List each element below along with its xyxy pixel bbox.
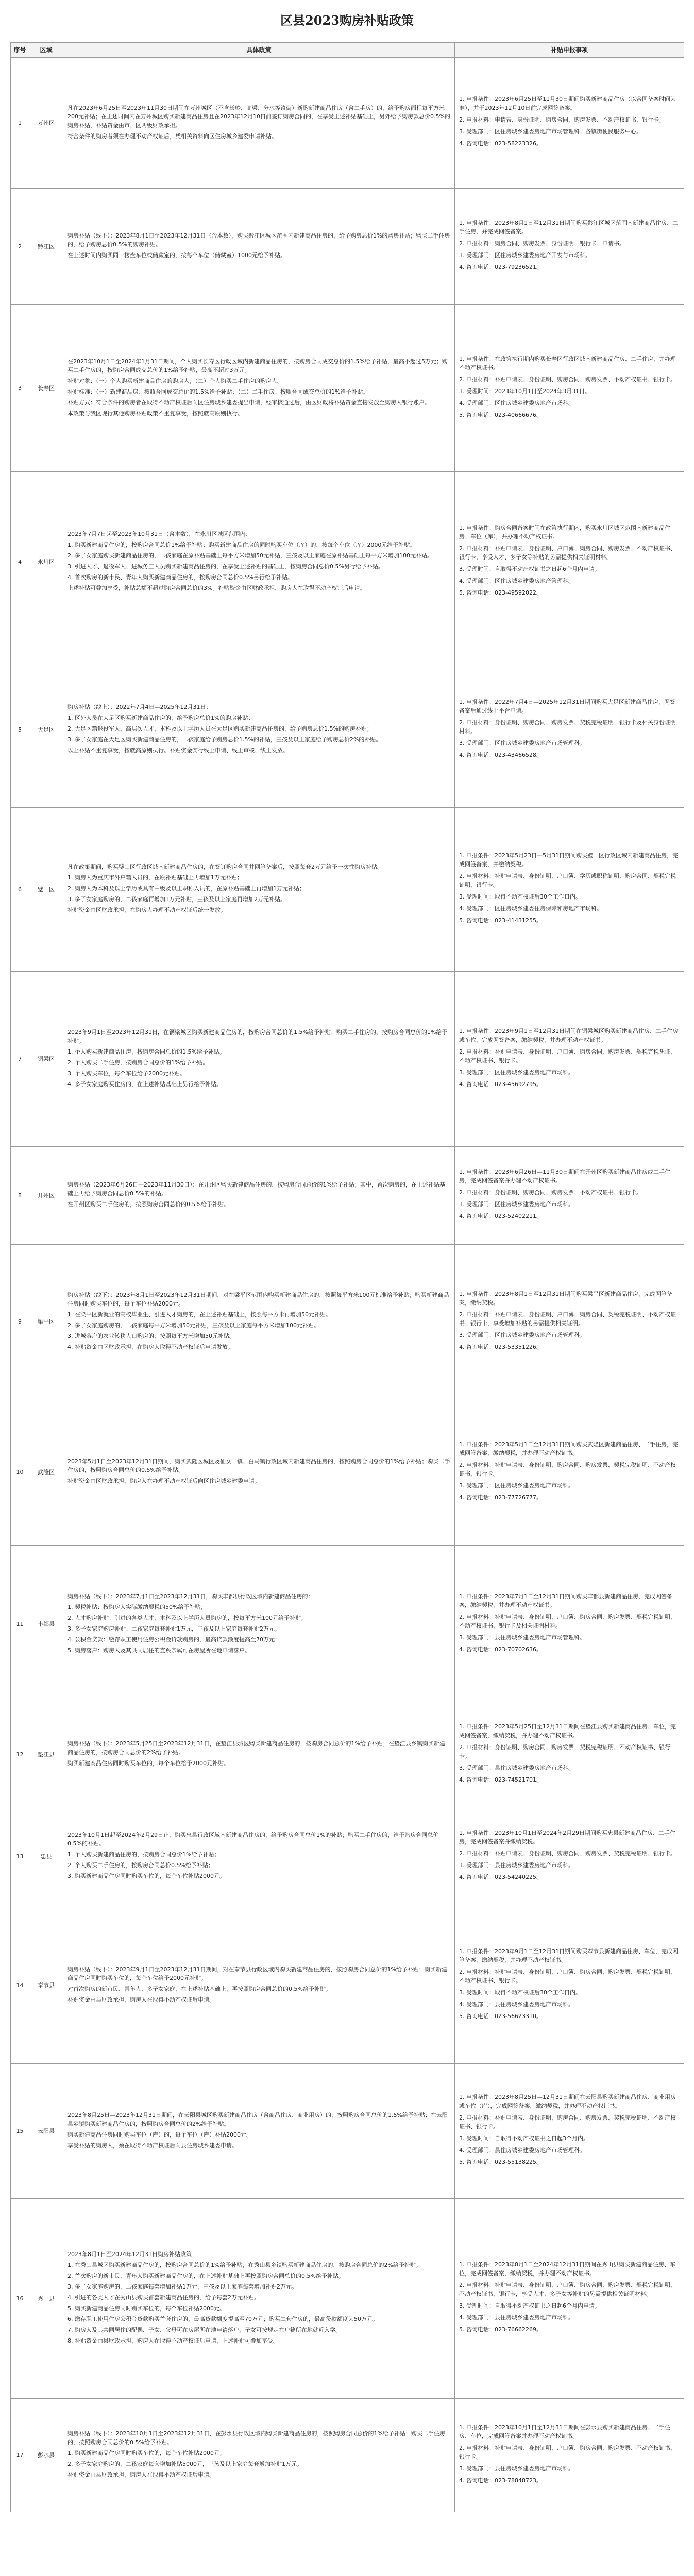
policy-paragraph: 3. 多子女家庭购房补贴：二孩家庭每套补贴1万元，三孩及以上家庭每套补贴2万元； bbox=[67, 1625, 280, 1632]
table-row bbox=[11, 1399, 684, 1546]
application-item: 4. 咨询电话：023-74521701。 bbox=[459, 1776, 542, 1783]
row-area: 丰都县 bbox=[29, 1546, 63, 1703]
policy-detail bbox=[63, 972, 455, 1147]
application-item: 2. 申报材料：补贴申请表、身份证明、购房合同、购房发票、契税完税证明、不动产权证书、银行卡。 bbox=[459, 2114, 676, 2130]
application-item: 4. 咨询电话：023-45692795。 bbox=[459, 1080, 542, 1088]
policy-paragraph: 2023年8月25日—2023年12月31日期间，在云阳县城区购买新建商品住房（含商品住房、商业用房）的，按照购房合同总价的1.5%给予补贴；在云阳县乡镇购买新建商品住房的，按照购房合同总价的2%给予补贴。 bbox=[67, 2111, 448, 2127]
application-item: 4. 受理部门：区住房城乡建委房地产市场科。 bbox=[459, 399, 574, 406]
table-row bbox=[11, 2199, 684, 2399]
application-item: 1. 申报条件：2023年6月26日—11月30日期间在开州区购买新建商品住房或二手住房，完成网签备案并办理不动产权证书。 bbox=[459, 1168, 670, 1184]
row-area: 秀山县 bbox=[29, 2199, 63, 2399]
table-row bbox=[11, 1245, 684, 1399]
policy-detail bbox=[63, 1703, 455, 1806]
row-area: 奉节县 bbox=[29, 1907, 63, 2064]
row-number: 7 bbox=[11, 972, 29, 1147]
policy-detail bbox=[63, 2399, 455, 2512]
policy-paragraph: 1. 在秀山县城区购买新建商品住房的，按购房合同总价的1%给予补贴；在秀山县乡镇购买新建商品住房的，按购房合同总价的2%给予补贴。 bbox=[67, 2262, 421, 2268]
application-item: 1. 申报条件：2022年7月4日—2025年12月31日期间购买大足区新建商品住房，网签备案后通过线上平台申请。 bbox=[459, 698, 675, 714]
policy-paragraph: 2023年10月1日起至2024年2月29日止，购买忠县行政区域内新建商品住房的，给予购房合同总价1%的补贴；购买二手住房的，给予购房合同总价0.5%的补贴。 bbox=[67, 1832, 439, 1847]
policy-paragraph: 3. 个人购买车位，每个车位给予2000元补贴。 bbox=[67, 1070, 185, 1077]
row-area: 黔江区 bbox=[29, 189, 63, 305]
policy-paragraph: 4. 引进的各类人才在秀山县购买首套新建商品住房的，给予每套2万元补贴。 bbox=[67, 2294, 260, 2301]
application-items bbox=[455, 2199, 684, 2399]
policy-paragraph: 在2023年10月1日至2024年1月31日期间，个人购买长寿区行政区域内新建商品住房的，按购房合同成交总价的1.5%给予补贴，最高不超过5万元；购买二手住房的，按购房合同成交总价的1%给予补贴，最高不超过3万元。 bbox=[67, 358, 448, 374]
application-items bbox=[455, 1907, 684, 2064]
policy-paragraph: 对首次购房的新市民、青年人、多子女家庭，在上述补贴基础上，再按照购房合同总价的0.5%给予补贴。 bbox=[67, 1985, 331, 1992]
policy-paragraph: 7. 购房人及其共同居住的配偶、子女、父母可在房屋所在地申请落户，子女可按规定在户籍所在地就近入学。 bbox=[67, 2327, 341, 2333]
policy-detail bbox=[63, 2199, 455, 2399]
application-item: 4. 咨询电话：023-78848723。 bbox=[459, 2477, 542, 2484]
application-item: 3. 受理时间：自取得不动产权证书之日起3个月内。 bbox=[459, 2135, 589, 2142]
policy-paragraph: 2023年5月1日至2023年12月31日期间，购买武隆区城区及仙女山镇、白马镇行政区域内新建商品住房的，按照购房合同总价的1%给予补贴；购买二手住房的，按照购房合同总价的0.5%给予补贴。 bbox=[67, 1458, 450, 1473]
row-area: 彭水县 bbox=[29, 2399, 63, 2512]
policy-paragraph: 购买新建商品住房同时购买车位（库）的，每个车位（库）补贴2000元。 bbox=[67, 2131, 252, 2138]
application-items bbox=[455, 808, 684, 972]
row-number: 11 bbox=[11, 1546, 29, 1703]
table-row bbox=[11, 1907, 684, 2064]
policy-detail bbox=[63, 1907, 455, 2064]
application-item: 3. 受理时间：自取得不动产权证书之日起6个月内申请。 bbox=[459, 566, 600, 572]
application-item: 1. 申报条件：2023年5月25日至12月31日期间在垫江县购买新建商品住房、车位，完成网签备案，缴纳契税，并办理不动产权证书。 bbox=[459, 1723, 676, 1739]
policy-paragraph: 在上述时间内购买同一楼盘车位或储藏室的，按每个车位（储藏室）1000元给予补贴。 bbox=[67, 252, 286, 259]
policy-paragraph: 2. 人才购房补贴：引进的各类人才、本科及以上学历人员购房的，按每平方米100元给予补贴； bbox=[67, 1614, 307, 1621]
application-item: 2. 申报材料：身份证明、购房合同、购房发票、契税完税证明、不动产权证书、银行卡。 bbox=[459, 1743, 670, 1759]
table-row bbox=[11, 1147, 684, 1245]
application-item: 4. 咨询电话：023-52402211。 bbox=[459, 1213, 542, 1219]
row-number: 8 bbox=[11, 1147, 29, 1245]
application-item: 3. 受理部门：县住房城乡建委房地产市场管理科。 bbox=[459, 1634, 585, 1641]
application-item: 4. 受理部门：县住房城乡建委房地产市场科。 bbox=[459, 2001, 574, 2008]
policy-paragraph: 3. 进城落户的农业转移人口购房的，按照每平方米增加50元补贴。 bbox=[67, 1332, 235, 1340]
policy-paragraph: 3. 引进人才、退役军人、进城务工人员购买新建商品住房的，在享受上述补贴的基础上，按购房合同总价0.5%另行给予补贴。 bbox=[67, 563, 384, 570]
policy-detail bbox=[63, 58, 455, 189]
policy-paragraph: 2. 首次购房的新市民、青年人购买新建商品住房的，在上述补贴基础上再按照购房合同总价的0.5%给予补贴。 bbox=[67, 2273, 344, 2279]
application-item: 2. 申报材料：购房合同、购房发票、身份证明、银行卡、申请书。 bbox=[459, 240, 625, 247]
row-number: 6 bbox=[11, 808, 29, 972]
policy-paragraph: 购房补贴（线下）：2023年8月1日至2023年12月31日期间，对在梁平区范围内购买新建商品住房的，按照每平方米100元标准给予补贴；购买新建商品住房同时购买车位的，每个车位补贴2000元。 bbox=[67, 1291, 449, 1307]
application-item: 5. 咨询电话：023-76662269。 bbox=[459, 2326, 542, 2333]
row-number: 17 bbox=[11, 2399, 29, 2512]
policy-paragraph: 4. 补贴资金由区财政承担，在购房人取得不动产权证后申请发放。 bbox=[67, 1343, 233, 1350]
policy-paragraph: 2023年9月1日至2023年12月31日，在铜梁城区购买新建商品住房的，按购房合同总价的1.5%给予补贴；购买二手住房的，按购房合同总价的1%给予补贴。 bbox=[67, 1028, 448, 1044]
application-item: 2. 申报材料：补贴申请表、身份证明、户口簿、购房合同、购房发票、契税完税证明、不动产权证书、银行卡及相关证明材料。 bbox=[459, 1613, 676, 1629]
application-items bbox=[455, 1703, 684, 1806]
policy-paragraph: 2. 个人购买二手住房，按购房合同总价的1%给予补贴。 bbox=[67, 1059, 209, 1066]
policy-detail bbox=[63, 652, 455, 808]
policy-paragraph: 1. 购买新建商品住房同时购买车位的，每个车位补贴2000元； bbox=[67, 2450, 225, 2456]
application-items bbox=[455, 189, 684, 305]
application-item: 3. 受理部门：县住房城乡建委房地产市场科。 bbox=[459, 1862, 574, 1869]
policy-paragraph: 购房补贴（2023年6月26日—2023年11月30日）：在开州区购买新建商品住房的，按购房合同总价的1%给予补贴；其中，首次购房的，在上述补贴基础上再给予购房合同总价0.5%的补贴。 bbox=[67, 1181, 445, 1197]
policy-paragraph: 2023年8月1日至2024年12月31日购房补贴政策： bbox=[67, 2251, 197, 2258]
table-row bbox=[11, 1806, 684, 1907]
policy-paragraph: 4. 多子女家庭购买住房的，在上述补贴基础上另行给予补贴。 bbox=[67, 1080, 222, 1088]
table-row bbox=[11, 808, 684, 972]
policy-paragraph: 1. 契税补贴：按购房人实际缴纳契税的50%给予补贴； bbox=[67, 1603, 207, 1611]
row-area: 开州区 bbox=[29, 1147, 63, 1245]
row-area: 武隆区 bbox=[29, 1399, 63, 1546]
application-items bbox=[455, 1806, 684, 1907]
application-items bbox=[455, 1546, 684, 1703]
policy-paragraph: 购房补贴（线下）：2023年5月25日至2023年12月31日，在垫江县城区购买新建商品住房的，按购房合同总价的1%给予补贴；在垫江县乡镇购买新建商品住房的，按购房合同总价的2%给予补贴。 bbox=[67, 1740, 445, 1756]
application-item: 1. 申报条件：2023年6月25日至11月30日期间购买新建商品住房（以合同备案时间为准），并于2023年12月10日前完成网签备案。 bbox=[459, 96, 676, 111]
row-number: 3 bbox=[11, 305, 29, 472]
application-item: 3. 受理时间：2023年10月1日至2024年3月31日。 bbox=[459, 387, 590, 395]
policy-paragraph: 2. 多子女家庭购买新建商品住房的，二孩家庭在原补贴基础上每平方米增加50元补贴，三孩及以上家庭在原补贴基础上每平方米增加100元补贴。 bbox=[67, 552, 433, 559]
application-items bbox=[455, 1245, 684, 1399]
table-row bbox=[11, 2064, 684, 2199]
application-item: 1. 申报条件：2023年7月1日至12月31日期间购买丰都县新建商品住房，完成网签备案，缴纳契税，并办理不动产权证书。 bbox=[459, 1592, 672, 1608]
application-item: 4. 受理部门：县住房城乡建委房地产市场科。 bbox=[459, 2314, 574, 2321]
policy-paragraph: 2. 多子女家庭购房的，二孩家庭每平方米增加50元补贴，三孩及以上家庭每平方米增加100元补贴。 bbox=[67, 1321, 319, 1329]
policy-detail bbox=[63, 305, 455, 472]
application-item: 4. 咨询电话：023-79236521。 bbox=[459, 264, 542, 270]
application-item: 3. 受理部门：区住房城乡建委房地产市场管理科。 bbox=[459, 739, 585, 747]
application-item: 3. 受理部门：区住房城乡建委房地产市场管理科、各镇街便民服务中心。 bbox=[459, 128, 642, 135]
header-area: 区域 bbox=[29, 43, 63, 58]
policy-detail bbox=[63, 808, 455, 972]
application-item: 2. 申报材料：补贴申请表、身份证明、购房合同、购房发票、契税完税证明、银行卡。 bbox=[459, 1850, 676, 1857]
policy-paragraph: 补贴对象：（一）个人购买新建商品住房的购房人；（二）个人购买二手住房的购房人。 bbox=[67, 377, 283, 384]
application-item: 1. 申报条件：2023年9月1日至12月31日期间在铜梁城区购买新建商品住房、二手住房或车位，完成网签备案，缴纳契税，并办理不动产权证书。 bbox=[459, 1027, 678, 1043]
application-item: 1. 申报条件：2023年5月23日—5月31日期间购买璧山区行政区域内新建商品住房，完成网签备案，并缴纳契税。 bbox=[459, 852, 678, 868]
application-item: 2. 申报材料：补贴申请表、身份证明、户口簿、购房合同、购房发票、契税完税凭证、不动产权证书、银行卡。 bbox=[459, 1048, 676, 1064]
table-row bbox=[11, 2399, 684, 2512]
policy-paragraph: 1. 区外人员在大足区购买新建商品住房的，给予购房总价1%的购房补贴； bbox=[67, 715, 254, 721]
application-item: 2. 申报材料：身份证明、购房合同、购房发票、契税完税证明、银行卡及相关身份证明材料。 bbox=[459, 719, 676, 735]
application-items bbox=[455, 472, 684, 652]
row-number: 12 bbox=[11, 1703, 29, 1806]
row-number: 1 bbox=[11, 58, 29, 189]
application-item: 4. 咨询电话：023-53351226。 bbox=[459, 1343, 542, 1350]
row-area: 铜梁区 bbox=[29, 972, 63, 1147]
policy-paragraph: 6. 缴存职工使用住房公积金贷款购买首套住房的，最高贷款额度提高至70万元；购买二套住房的，最高贷款额度为50万元。 bbox=[67, 2316, 378, 2323]
application-item: 4. 受理部门：区住房城乡建委房地产管理科。 bbox=[459, 578, 574, 584]
policy-paragraph: 2. 大足区籍退役军人、高层次人才、本科及以上学历人员在大足区购买新建商品住房的，给予购房总价1.5%的购房补贴； bbox=[67, 725, 373, 732]
application-item: 4. 咨询电话：023-43466528。 bbox=[459, 751, 542, 758]
policy-paragraph: 购房补贴（线下）：2023年9月1日至2023年12月31日期间，对在奉节县行政区域内购买新建商品住房的，按照购房合同总价的1%给予补贴；购买新建商品住房同时购买车位的，每个车位给予2000元补贴。 bbox=[67, 1965, 447, 1981]
row-number: 10 bbox=[11, 1399, 29, 1546]
policy-paragraph: 1. 个人购买新建商品住房的，按购房合同总价1%给予补贴； bbox=[67, 1851, 220, 1858]
application-item: 5. 咨询电话：023-41431255。 bbox=[459, 917, 542, 924]
application-items bbox=[455, 2064, 684, 2199]
page-title: 区县2023购房补贴政策 bbox=[280, 13, 414, 28]
policy-paragraph: 符合条件的购房者须在办理不动产权证后，凭相关资料向区住房城乡建委申请补贴。 bbox=[67, 132, 277, 140]
application-item: 3. 受理部门：县住房城乡建委房地产市场科。 bbox=[459, 1764, 574, 1771]
policy-paragraph: 2023年7月7日起至2023年10月31日（含本数），在永川区城区范围内： bbox=[67, 530, 251, 537]
policy-paragraph: 购房补贴（线下）：2023年10月1日至2023年12月31日，在彭水县行政区域内购买新建商品住房的，按照购房合同总价的1%给予补贴；购买二手住房的，按照购房合同总价的0.5%给予补贴。 bbox=[67, 2430, 445, 2446]
row-area: 长寿区 bbox=[29, 305, 63, 472]
policy-paragraph: 购房补贴（线下）：2023年7月1日至2023年12月31日，购买丰都县行政区域内新建商品住房的： bbox=[67, 1592, 314, 1600]
row-area: 璧山区 bbox=[29, 808, 63, 972]
policy-paragraph: 2. 购房人为本科及以上学历或具有中级及以上职称人员的，在原补贴基础上再增加1万元补贴； bbox=[67, 885, 305, 892]
application-item: 5. 咨询电话：023-49592022。 bbox=[459, 589, 542, 596]
policy-paragraph: 补贴资金由县财政承担，购房人在取得不动产权证后申请。 bbox=[67, 1996, 215, 2003]
table-row bbox=[11, 1546, 684, 1703]
policy-paragraph: 上述补贴可叠加享受，补贴总额不超过购房合同总价的3%。补贴资金由区财政承担，购房人在取得不动产权证后申请。 bbox=[67, 584, 366, 591]
application-item: 4. 咨询电话：023-70702636。 bbox=[459, 1646, 542, 1653]
policy-paragraph: 补贴资金由区财政承担，购房人在办理不动产权证后向区住房城乡建委申请。 bbox=[67, 1478, 260, 1484]
application-item: 3. 受理时间：取得不动产权证后30个工作日内。 bbox=[459, 1989, 581, 1996]
policy-paragraph: 3. 购买新建商品住房同时购买车位的，每个车位补贴2000元。 bbox=[67, 1873, 225, 1879]
header-detail: 具体政策 bbox=[63, 43, 455, 58]
policy-paragraph: 在开州区购买二手住房的，按照购房合同总价的0.5%给予补贴。 bbox=[67, 1201, 229, 1208]
table-row bbox=[11, 652, 684, 808]
policy-paragraph: 3. 多子女家庭购房的，二孩家庭每套增加补贴1万元，三孩及以上家庭每套增加补贴2万元。 bbox=[67, 2283, 297, 2290]
policy-paragraph: 4. 公积金贷款：缴存职工使用住房公积金贷款购房的，最高贷款额度提高至70万元； bbox=[67, 1636, 280, 1643]
application-item: 3. 受理部门：县住房城乡建委房地产市场科。 bbox=[459, 2465, 574, 2472]
application-item: 5. 咨询电话：023-40666676。 bbox=[459, 411, 542, 418]
application-item: 2. 申报材料：身份证明、购房合同、购房发票、不动产权证书、银行卡。 bbox=[459, 1189, 642, 1196]
application-item: 3. 受理时间：自取得不动产权证书之日起6个月内申请。 bbox=[459, 2302, 600, 2309]
application-item: 4. 咨询电话：023-77726777。 bbox=[459, 1494, 542, 1501]
application-item: 3. 受理部门：区住房城乡建委房地产市场科。 bbox=[459, 1069, 574, 1076]
application-item: 2. 申报材料：补贴申请表、身份证明、户口簿、购房合同、契税完税证明、不动产权证书、银行卡，享受增加补贴的另需提供相关证明。 bbox=[459, 1311, 676, 1327]
policy-paragraph: 2. 多子女家庭购房的，二孩家庭每套增加补贴5000元，三孩及以上家庭每套增加补贴1万元。 bbox=[67, 2461, 302, 2467]
policy-paragraph: 4. 首次购房的新市民、青年人购买新建商品住房的，按购房合同总价0.5%另行给予补贴。 bbox=[67, 573, 293, 581]
application-item: 1. 申报条件：在政策执行期内购买长寿区行政区域内新建商品住房、二手住房，并办理不动产权证书。 bbox=[459, 355, 676, 371]
policy-detail bbox=[63, 1399, 455, 1546]
application-item: 2. 申报材料：补贴申请表、身份证明、户口簿、购房合同、购房发票、契税完税证明、不动产权证书、银行卡。 bbox=[459, 1969, 676, 1984]
policy-paragraph: 2. 个人购买二手住房的，按购房合同总价0.5%给予补贴； bbox=[67, 1862, 214, 1869]
application-item: 2. 申报材料：申请表、身份证明、购房合同、购房发票、不动产权证书、银行卡。 bbox=[459, 116, 665, 123]
policy-paragraph: 1. 个人购买新建商品住房，按购房合同总价的1.5%给予补贴。 bbox=[67, 1048, 225, 1055]
application-item: 4. 咨询电话：023-58223326。 bbox=[459, 140, 542, 147]
application-item: 4. 受理部门：区住房城乡建委住房保障和房地产市场科。 bbox=[459, 905, 602, 912]
policy-detail bbox=[63, 1147, 455, 1245]
policy-detail bbox=[63, 472, 455, 652]
policy-detail bbox=[63, 189, 455, 305]
application-item: 3. 受理部门：区住房城乡建委房地产开发与市场科。 bbox=[459, 252, 591, 259]
table-row bbox=[11, 472, 684, 652]
policy-paragraph: 1. 购房人为重庆市外户籍人员的，在原补贴基础上再增加1万元补贴； bbox=[67, 874, 243, 881]
application-item: 3. 受理部门：区住房城乡建委房地产市场科。 bbox=[459, 1201, 574, 1208]
header-row bbox=[11, 43, 684, 58]
application-items bbox=[455, 652, 684, 808]
policy-paragraph: 购买新建商品住房同时购买车位的，每个车位给予2000元补贴。 bbox=[67, 1760, 229, 1767]
policy-paragraph: 8. 补贴资金由县财政承担，购房人在取得不动产权证后申请，上述补贴可叠加享受。 bbox=[67, 2337, 279, 2344]
policy-paragraph: 补贴标准：（一）新建商品房：按照合同成交总价的1.5%给予补贴；（二）二手住房：按照合同成交总价的1%给予补贴。 bbox=[67, 388, 369, 395]
application-item: 3. 受理时间：取得不动产权证后30个工作日内。 bbox=[459, 893, 581, 900]
header-no: 序号 bbox=[11, 43, 29, 58]
header-docs: 补贴申报事项 bbox=[455, 43, 684, 58]
application-item: 2. 申报材料：补贴申请表、身份证明、购房合同、购房发票、不动产权证书、银行卡。 bbox=[459, 376, 676, 383]
application-item: 1. 申报条件：2023年10月1日至2024年2月29日期间购买忠县新建商品住房、二手住房，完成网签备案并缴纳契税。 bbox=[459, 1829, 675, 1845]
row-area: 忠县 bbox=[29, 1806, 63, 1907]
row-area: 大足区 bbox=[29, 652, 63, 808]
application-item: 3. 受理部门：区住房城乡建委房地产市场科。 bbox=[459, 1482, 574, 1489]
application-items bbox=[455, 2399, 684, 2512]
application-item: 1. 申报条件：2023年5月1日至12月31日期间购买武隆区新建商品住房、二手住房，完成网签备案，缴纳契税，并办理不动产权证书。 bbox=[459, 1440, 678, 1456]
policy-paragraph: 购房补贴（线下）：2023年8月1日至2023年12月31日（含本数），购买黔江区城区范围内新建商品住房的，给予购房总价1%的购房补贴；购买二手住房的，给予购房总价0.5%的购房补贴。 bbox=[67, 232, 450, 248]
policy-paragraph: 1. 在梁平区新就业的高校毕业生、引进人才购房的，在上述补贴基础上，按照每平方米再增加50元补贴。 bbox=[67, 1311, 331, 1318]
policy-paragraph: 以上补贴不重复享受，按就高原则执行。补贴资金实行线上申请、线上审核、线上发放。 bbox=[67, 747, 289, 754]
row-area: 云阳县 bbox=[29, 2064, 63, 2199]
application-items bbox=[455, 58, 684, 189]
application-items bbox=[455, 972, 684, 1147]
application-item: 5. 咨询电话：023-55138225。 bbox=[459, 2159, 542, 2165]
policy-paragraph: 凡在政策期间，购买璧山区行政区域内新建商品住房的，在签订购房合同并网签备案后，按照每套2万元给予一次性购房补贴。 bbox=[67, 863, 383, 870]
application-item: 5. 咨询电话：023-56623310。 bbox=[459, 2013, 542, 2020]
table-row bbox=[11, 972, 684, 1147]
policy-paragraph: 本政策与我区现行其他购房补贴政策不重复享受，按照就高原则执行。 bbox=[67, 410, 243, 417]
row-number: 9 bbox=[11, 1245, 29, 1399]
policy-paragraph: 补贴方式：符合条件的购房者在取得不动产权证后向区住房城乡建委提出申请，经审核通过后，由区财政将补贴资金直接发放至购房人银行账户。 bbox=[67, 399, 430, 406]
policy-paragraph: 补贴资金由区财政承担，在购房人办理不动产权证后统一发放。 bbox=[67, 907, 226, 913]
table-row bbox=[11, 1703, 684, 1806]
row-number: 14 bbox=[11, 1907, 29, 2064]
application-items bbox=[455, 305, 684, 472]
row-number: 4 bbox=[11, 472, 29, 652]
row-area: 梁平区 bbox=[29, 1245, 63, 1399]
policy-paragraph: 3. 多子女家庭购房的，二孩家庭再增加1万元补贴，三孩及以上家庭再增加2万元补贴。 bbox=[67, 896, 286, 903]
application-item: 2. 申报材料：补贴申请表、身份证明、户口簿、学历或职称证明、购房合同、契税完税证明、银行卡。 bbox=[459, 873, 676, 888]
row-number: 2 bbox=[11, 189, 29, 305]
table-row bbox=[11, 189, 684, 305]
application-item: 2. 申报材料：补贴申请表、身份证明、户口簿、购房合同、购房发票、契税完税证明、不动产权证书、银行卡，享受人才、多子女等补贴的另需提供相关证明材料。 bbox=[459, 2282, 676, 2297]
row-number: 16 bbox=[11, 2199, 29, 2399]
policy-detail bbox=[63, 1806, 455, 1907]
application-item: 2. 申报材料：补贴申请表、身份证明、户口簿、购房合同、购房发票、不动产权证书、银行卡。 bbox=[459, 2444, 676, 2460]
row-number: 13 bbox=[11, 1806, 29, 1907]
row-area: 垫江县 bbox=[29, 1703, 63, 1806]
application-item: 1. 申报条件：2023年9月1日至12月31日期间购买奉节县新建商品住房、车位，完成网签备案，缴纳契税，并办理不动产权证书。 bbox=[459, 1948, 678, 1963]
application-item: 1. 申报条件：2023年8月1日至2024年12月31日期间在秀山县购买新建商品住房、车位，完成网签备案，缴纳契税，并办理不动产权证书。 bbox=[459, 2261, 675, 2277]
row-area: 万州区 bbox=[29, 58, 63, 189]
application-item: 1. 申报条件：2023年8月1日至12月31日期间购买梁平区新建商品住房，完成网签备案，缴纳契税。 bbox=[459, 1290, 672, 1306]
application-items bbox=[455, 1147, 684, 1245]
table-row bbox=[11, 58, 684, 189]
policy-detail bbox=[63, 1245, 455, 1399]
application-item: 2. 申报材料：补贴申请表、身份证明、户口簿、购房合同、购房发票、不动产权证书、银行卡，享受人才、多子女等补贴的另需提供相关证明材料。 bbox=[459, 545, 676, 561]
application-item: 4. 受理部门：县住房城乡建委房地产市场管理科。 bbox=[459, 2147, 585, 2154]
application-item: 1. 申报条件：2023年10月1日至12月31日期间在彭水县购买新建商品住房、二手住房、车位，完成网签备案并办理不动产权证书。 bbox=[459, 2424, 670, 2439]
row-area: 永川区 bbox=[29, 472, 63, 652]
policy-paragraph: 购房补贴（线上）：2022年7月4日—2025年12月31日： bbox=[67, 704, 212, 710]
application-item: 4. 咨询电话：023-54240225。 bbox=[459, 1874, 542, 1880]
policy-paragraph: 3. 多子女家庭在大足区购买新建商品住房的，二孩家庭给予购房总价1.5%的补贴，三孩及以上家庭给予购房总价2%的补贴。 bbox=[67, 736, 382, 743]
policy-paragraph: 5. 购买新建商品住房同时购买车位的，每个车位补贴2000元。 bbox=[67, 2305, 225, 2312]
policy-paragraph: 5. 购房落户：购房人及其共同居住的直系亲属可在房屋所在地申请落户。 bbox=[67, 1647, 250, 1654]
application-item: 1. 申报条件：2023年8月25日—12月31日期间在云阳县购买新建商品住房、商业用房或车位（库），完成网签备案，缴纳契税，并办理不动产权证书。 bbox=[459, 2094, 676, 2109]
policy-paragraph: 补贴资金由县财政承担，购房人在取得不动产权证后申请。 bbox=[67, 2471, 215, 2478]
row-number: 5 bbox=[11, 652, 29, 808]
policy-detail bbox=[63, 2064, 455, 2199]
application-item: 1. 申报条件：2023年8月1日至12月31日期间购买黔江区城区范围内新建商品住房、二手住房，并完成网签备案。 bbox=[459, 219, 678, 235]
policy-paragraph: 1. 购买新建商品住房的，按购房合同总价1%给予补贴；购买新建商品住房的同时购买车位（库）的，按每个车位（库）2000元给予补贴。 bbox=[67, 541, 416, 548]
application-item: 2. 申报材料：补贴申请表、身份证明、购房合同、购房发票、契税完税证明、不动产权证书、银行卡。 bbox=[459, 1461, 676, 1477]
policy-paragraph: 凡在2023年6月25日至2023年11月30日期间在万州城区（不含长岭、高梁、分水等镇街）新购新建商品住房（含二手房）的，给予购房面积每平方米200元补贴；在上述时间内在万州城区购买新建商品住房且在2023年12月10日前签订购房合同的，在享受上述补贴基础上，另外给予购房款总价0.5%的购房补贴，补贴资金由市、区两级财政承担。 bbox=[67, 104, 450, 129]
application-items bbox=[455, 1399, 684, 1546]
policy-table bbox=[10, 42, 684, 2512]
application-item: 1. 申报条件：购房合同备案时间在政策执行期内，购买永川区城区范围内新建商品住房、车位（库），并办理不动产权证书。 bbox=[459, 524, 670, 540]
application-item: 3. 受理部门：区住房城乡建委房地产市场管理科。 bbox=[459, 1331, 585, 1338]
policy-detail bbox=[63, 1546, 455, 1703]
table-row bbox=[11, 305, 684, 472]
policy-paragraph: 享受补贴的购房人，须在取得不动产权证后向县住房城乡建委申请。 bbox=[67, 2142, 238, 2149]
table-body bbox=[11, 58, 684, 2512]
row-number: 15 bbox=[11, 2064, 29, 2199]
